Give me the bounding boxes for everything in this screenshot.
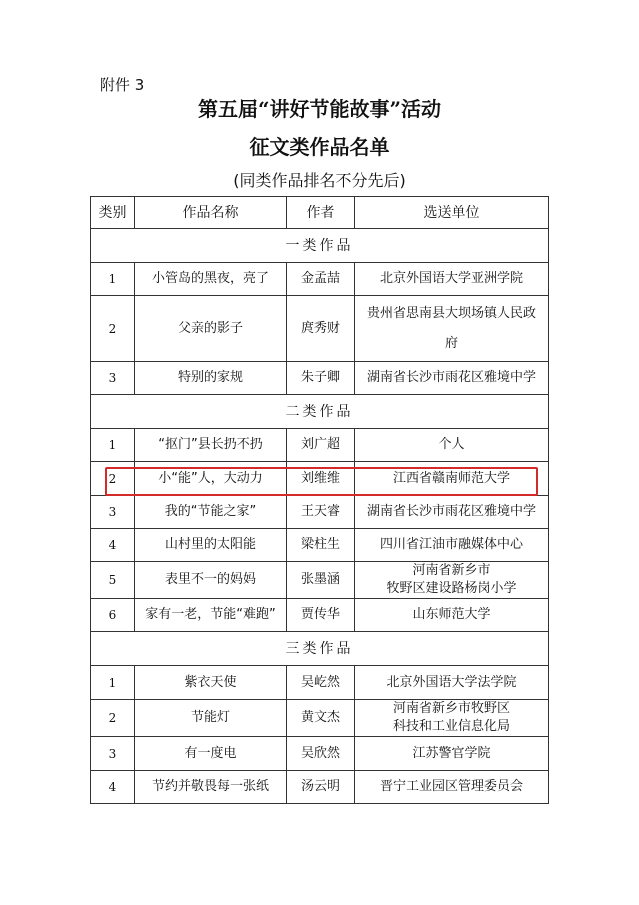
table-row (91, 599, 549, 632)
submitting-unit: 个人 (355, 429, 549, 462)
row-number: 4 (91, 529, 135, 562)
work-title: 紫衣天使 (135, 666, 287, 700)
row-number: 5 (91, 562, 135, 599)
author-name: 贾传华 (287, 599, 355, 632)
document-subtitle: 征文类作品名单 (249, 135, 390, 159)
row-number: 1 (91, 263, 135, 296)
section-title: 二类作品 (91, 395, 549, 429)
row-number: 3 (91, 737, 135, 771)
work-title: 节约并敬畏每一张纸 (135, 771, 287, 804)
ranking-note: (同类作品排名不分先后) (233, 171, 406, 190)
submitting-unit: 晋宁工业园区管理委员会 (355, 771, 549, 804)
section-title: 三类作品 (91, 632, 549, 666)
section-row (91, 395, 549, 429)
author-name: 吴屹然 (287, 666, 355, 700)
submitting-unit: 北京外国语大学亚洲学院 (355, 263, 549, 296)
work-title: 小管岛的黑夜，亮了 (135, 263, 287, 296)
column-header-title: 作品名称 (135, 197, 287, 229)
row-number: 6 (91, 599, 135, 632)
row-number: 2 (91, 296, 135, 362)
work-title: 节能灯 (135, 700, 287, 737)
row-number: 2 (91, 462, 135, 496)
author-name: 吴欣然 (287, 737, 355, 771)
document-title: 第五届“讲好节能故事”活动 (197, 97, 441, 121)
column-header-unit: 选送单位 (355, 197, 549, 229)
author-name: 刘广超 (287, 429, 355, 462)
table-row (91, 529, 549, 562)
author-name: 梁柱生 (287, 529, 355, 562)
section-row (91, 632, 549, 666)
work-title: 山村里的太阳能 (135, 529, 287, 562)
author-name: 庹秀财 (287, 296, 355, 362)
table-row (91, 296, 549, 362)
table-row (91, 771, 549, 804)
author-name: 王天睿 (287, 496, 355, 529)
work-title: 有一度电 (135, 737, 287, 771)
work-title: 小“能”人，大动力 (135, 462, 287, 496)
submitting-unit: 江西省赣南师范大学 (355, 462, 549, 496)
row-number: 2 (91, 700, 135, 737)
table-row (91, 429, 549, 462)
author-name: 张墨涵 (287, 562, 355, 599)
table-row (91, 666, 549, 700)
row-number: 3 (91, 362, 135, 395)
table-row (91, 700, 549, 737)
work-title: 家有一老，节能“难跑” (135, 599, 287, 632)
row-number: 1 (91, 666, 135, 700)
submitting-unit: 湖南省长沙市雨花区雅境中学 (355, 362, 549, 395)
work-title: 特别的家规 (135, 362, 287, 395)
author-name: 汤云明 (287, 771, 355, 804)
submitting-unit: 山东师范大学 (355, 599, 549, 632)
table-row (91, 496, 549, 529)
submitting-unit: 河南省新乡市牧野区 科技和工业信息化局 (355, 700, 549, 737)
table-row (91, 562, 549, 599)
table-row (91, 462, 549, 496)
work-title: 父亲的影子 (135, 296, 287, 362)
column-header-author: 作者 (287, 197, 355, 229)
table-row (91, 362, 549, 395)
column-header-category: 类别 (91, 197, 135, 229)
author-name: 金孟喆 (287, 263, 355, 296)
submitting-unit: 江苏警官学院 (355, 737, 549, 771)
section-row (91, 229, 549, 263)
row-number: 3 (91, 496, 135, 529)
table-header-row (91, 197, 549, 229)
row-number: 4 (91, 771, 135, 804)
author-name: 黄文杰 (287, 700, 355, 737)
author-name: 朱子卿 (287, 362, 355, 395)
table-row (91, 263, 549, 296)
submitting-unit: 河南省新乡市 牧野区建设路杨岗小学 (355, 562, 549, 599)
work-title: 表里不一的妈妈 (135, 562, 287, 599)
work-title: 我的“节能之家” (135, 496, 287, 529)
submitting-unit: 北京外国语大学法学院 (355, 666, 549, 700)
table-row (91, 737, 549, 771)
work-title: “抠门”县长扔不扔 (135, 429, 287, 462)
attachment-label: 附件 3 (100, 76, 145, 94)
submitting-unit: 湖南省长沙市雨花区雅境中学 (355, 496, 549, 529)
works-table (90, 196, 549, 804)
section-title: 一类作品 (91, 229, 549, 263)
author-name: 刘维维 (287, 462, 355, 496)
submitting-unit: 四川省江油市融媒体中心 (355, 529, 549, 562)
submitting-unit: 贵州省思南县大坝场镇人民政 府 (355, 296, 549, 362)
row-number: 1 (91, 429, 135, 462)
